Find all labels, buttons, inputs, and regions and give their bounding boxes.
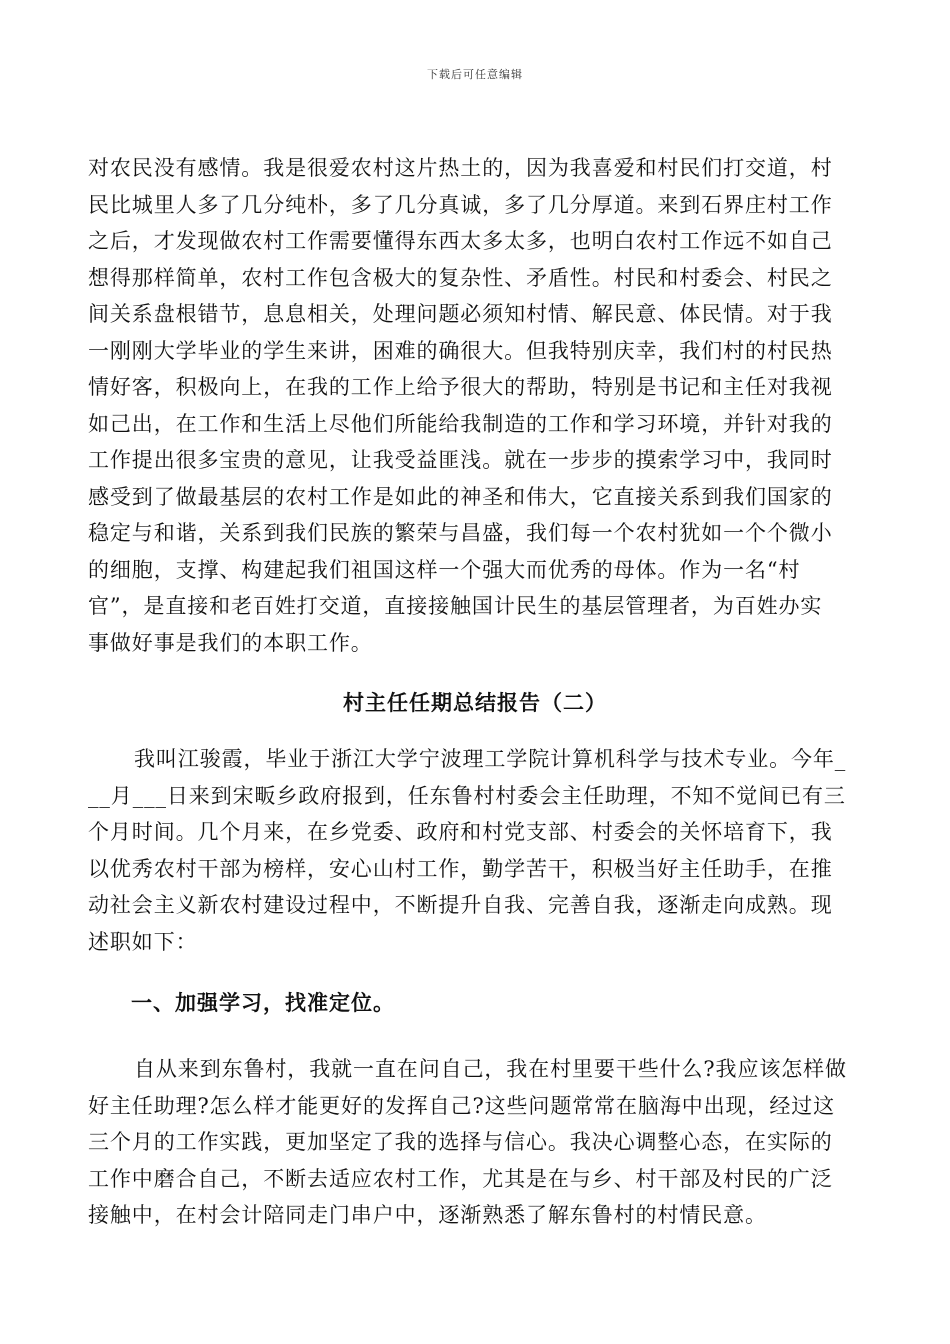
paragraph-line: 以优秀农村干部为榜样，安心山村工作，勤学苦干，积极当好主任助手，在推 <box>88 856 833 881</box>
paragraph-line: 一刚刚大学毕业的学生来讲，困难的确很大。但我特别庆幸，我们村的村民热 <box>88 338 833 363</box>
paragraph-line: __月___日来到宋畈乡政府报到，任东鲁村村委会主任助理，不知不觉间已有三 <box>88 783 846 808</box>
paragraph-line: 如己出，在工作和生活上尽他们所能给我制造的工作和学习环境，并针对我的 <box>88 411 833 436</box>
section-heading: 一、加强学习，找准定位。 <box>131 990 395 1015</box>
paragraph-line: 稳定与和谐，关系到我们民族的繁荣与昌盛，我们每一个农村犹如一个个微小 <box>88 521 833 545</box>
paragraph-3 <box>88 1051 862 1234</box>
paragraph-line: 对农民没有感情。我是很爱农村这片热土的，因为我喜爱和村民们打交道，村 <box>88 156 833 180</box>
paragraph-line: 官”，是直接和老百姓打交道，直接接触国计民生的基层管理者，为百姓办实 <box>88 594 823 618</box>
paragraph-2 <box>88 741 862 960</box>
paragraph-line: 动社会主义新农村建设过程中，不断提升自我、完善自我，逐渐走向成熟。现 <box>88 893 833 917</box>
paragraph-line: 好主任助理?怎么样才能更好的发挥自己?这些问题常常在脑海中出现，经过这 <box>88 1093 836 1118</box>
paragraph-line: 想得那样简单，农村工作包含极大的复杂性、矛盾性。村民和村委会、村民之 <box>88 265 833 290</box>
paragraph-line: 的细胞，支撑、构建起我们祖国这样一个强大而优秀的母体。作为一名“村 <box>88 557 801 582</box>
paragraph-line: 自从来到东鲁村，我就一直在问自己，我在村里要干些什么?我应该怎样做 <box>134 1057 847 1081</box>
paragraph-line: 之后，才发现做农村工作需要懂得东西太多太多，也明白农村工作远不如自己 <box>88 229 833 253</box>
document-body <box>88 150 862 1234</box>
paragraph-line: 接触中，在村会计陪同走门串户中，逐渐熟悉了解东鲁村的村情民意。 <box>88 1203 767 1227</box>
paragraph-1 <box>88 150 862 661</box>
paragraph-line: 述职如下： <box>88 929 198 954</box>
paragraph-line: 民比城里人多了几分纯朴，多了几分真诚，多了几分厚道。来到石界庄村工作 <box>88 192 833 217</box>
paragraph-line: 情好客，积极向上，在我的工作上给予很大的帮助，特别是书记和主任对我视 <box>88 375 833 399</box>
paragraph-line: 工作中磨合自己，不断去适应农村工作，尤其是在与乡、村干部及村民的广泛 <box>88 1166 833 1191</box>
paragraph-line: 事做好事是我们的本职工作。 <box>88 630 373 655</box>
section-title: 村主任任期总结报告（二） <box>343 690 607 715</box>
paragraph-line: 三个月的工作实践，更加坚定了我的选择与信心。我决心调整心态，在实际的 <box>88 1130 833 1154</box>
paragraph-line: 感受到了做最基层的农村工作是如此的神圣和伟大，它直接关系到我们国家的 <box>88 484 833 509</box>
paragraph-line: 工作提出很多宝贵的意见，让我受益匪浅。就在一步步的摸索学习中，我同时 <box>88 448 833 472</box>
paragraph-line: 我叫江骏霞，毕业于浙江大学宁波理工学院计算机科学与技术专业。今年_ <box>134 747 847 771</box>
paragraph-line: 间关系盘根错节，息息相关，处理问题必须知村情、解民意、体民情。对于我 <box>88 302 833 326</box>
paragraph-line: 个月时间。几个月来，在乡党委、政府和村党支部、村委会的关怀培育下，我 <box>88 820 833 844</box>
page-header: 下载后可任意编辑 <box>427 68 523 81</box>
